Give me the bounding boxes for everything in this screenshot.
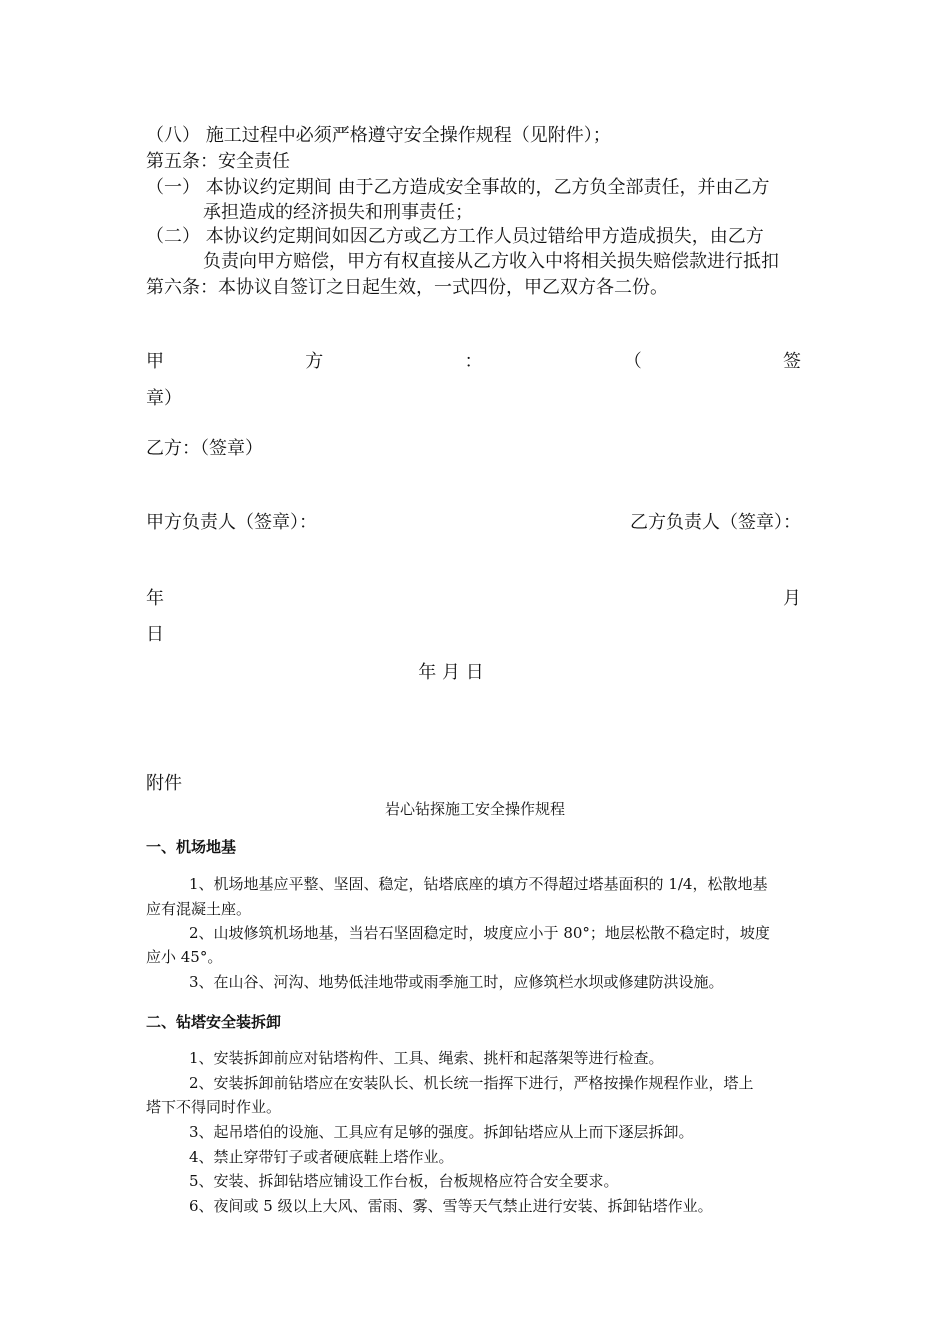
section-2-item-4: 4、禁止穿带钉子或者硬底鞋上塔作业。 xyxy=(189,1148,454,1166)
party-b-signature: 乙方：（签章） xyxy=(146,438,263,459)
date-year: 年 xyxy=(146,588,164,609)
date-line xyxy=(146,587,801,611)
section-2-heading: 二、钻塔安全装拆卸 xyxy=(146,1013,282,1031)
article-5-title: 第五条：安全责任 xyxy=(146,151,290,172)
date-centered: 年 月 日 xyxy=(418,662,484,683)
clause-2-line-1: （二） 本协议约定期间如因乙方或乙方工作人员过错给甲方造成损失，由乙方 xyxy=(146,226,764,247)
clause-1-line-2: 承担造成的经济损失和刑事责任； xyxy=(203,202,473,223)
section-1-item-1-line-1: 1、机场地基应平整、坚固、稳定，钻塔底座的填方不得超过塔基面积的 1/4，松散地基 xyxy=(189,875,768,893)
party-a-char: 甲 xyxy=(146,351,164,372)
section-1-item-1-line-2: 应有混凝土座。 xyxy=(146,900,252,918)
contract-item-8: （八） 施工过程中必须严格遵守安全操作规程（见附件）； xyxy=(146,125,611,146)
date-day: 日 xyxy=(146,624,164,645)
section-2-item-2-line-1: 2、安装拆卸前钻塔应在安装队长、机长统一指挥下进行，严格按操作规程作业，塔上 xyxy=(189,1074,754,1092)
party-b-representative: 乙方负责人（签章）： xyxy=(630,512,801,533)
section-1-item-3: 3、在山谷、河沟、地势低洼地带或雨季施工时，应修筑栏水坝或修建防洪设施。 xyxy=(189,973,724,991)
clause-2-line-2: 负责向甲方赔偿，甲方有权直接从乙方收入中将相关损失赔偿款进行抵扣 xyxy=(203,251,779,272)
party-a-char: （ xyxy=(623,351,642,372)
date-month: 月 xyxy=(783,588,801,609)
section-2-item-6: 6、夜间或 5 级以上大风、雷雨、雾、雪等天气禁止进行安装、拆卸钻塔作业。 xyxy=(189,1197,713,1215)
section-1-item-2-line-1: 2、山坡修筑机场地基，当岩石坚固稳定时，坡度应小于 80°；地层松散不稳定时，坡度 xyxy=(189,924,770,942)
appendix-label: 附件 xyxy=(146,773,182,794)
section-2-item-3: 3、起吊塔伯的设施、工具应有足够的强度。拆卸钻塔应从上而下逐层拆卸。 xyxy=(189,1123,694,1141)
party-a-representative: 甲方负责人（签章）： xyxy=(146,512,317,533)
clause-1-line-1: （一） 本协议约定期间 由于乙方造成安全事故的，乙方负全部责任，并由乙方 xyxy=(146,177,770,198)
section-2-item-2-line-2: 塔下不得同时作业。 xyxy=(146,1098,282,1116)
section-2-item-1: 1、安装拆卸前应对钻塔构件、工具、绳索、挑杆和起落架等进行检查。 xyxy=(189,1049,664,1067)
article-6: 第六条：本协议自签订之日起生效，一式四份，甲乙双方各二份。 xyxy=(146,277,668,298)
section-1-heading: 一、机场地基 xyxy=(146,838,237,856)
party-a-char: 方 xyxy=(305,351,324,372)
section-1-item-2-line-2: 应小 45°。 xyxy=(146,948,223,966)
appendix-title: 岩心钻探施工安全操作规程 xyxy=(384,800,565,818)
party-a-char: 签 xyxy=(783,351,801,372)
section-2-item-5: 5、安装、拆卸钻塔应铺设工作台板，台板规格应符合安全要求。 xyxy=(189,1172,619,1190)
representatives-line xyxy=(146,511,801,535)
party-a-signature-line xyxy=(146,350,801,374)
party-a-char: ： xyxy=(464,351,483,372)
party-a-signature-tail: 章） xyxy=(146,388,182,409)
